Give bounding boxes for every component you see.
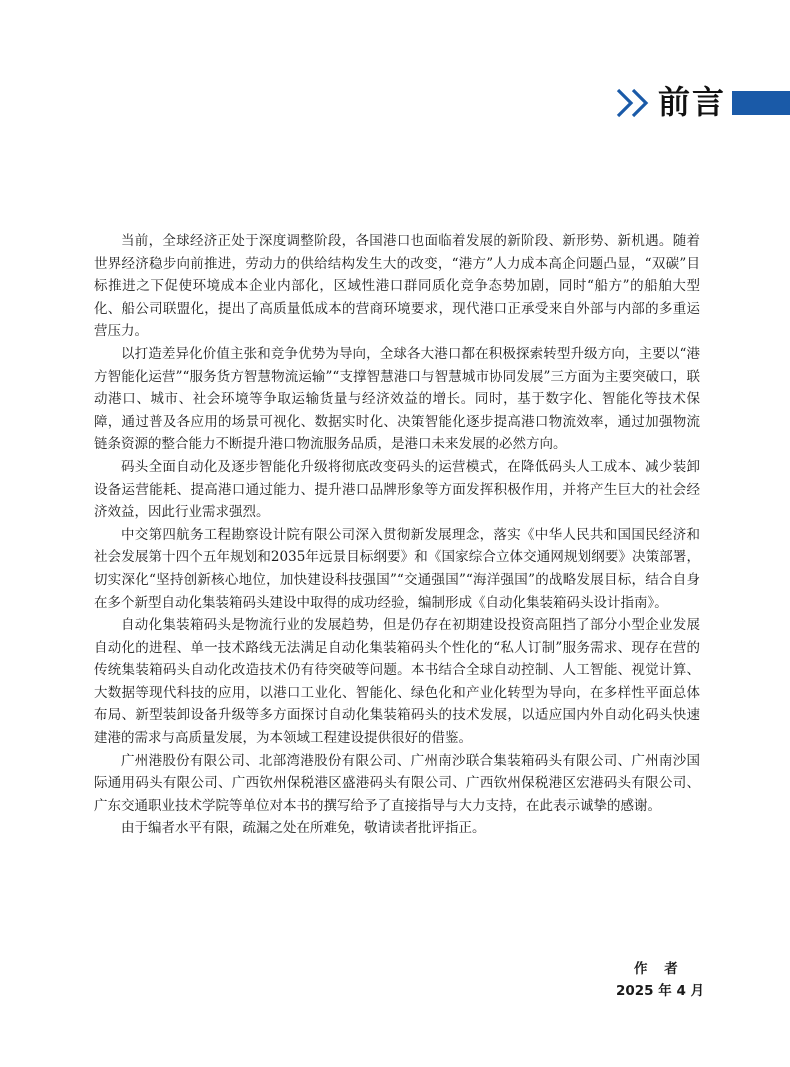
paragraph: 由于编者水平有限，疏漏之处在所难免，敬请读者批评指正。 xyxy=(121,820,486,837)
preface-body xyxy=(94,230,700,840)
paragraph: 自动化集装箱码头是物流行业的发展趋势，但是仍存在初期建设投资高阻挡了部分小型企业发展自动化的进程、单一技术路线无法满足自动化集装箱码头个性化的“私人订制”服务需求、现存在营的传统集装箱码头自动化改造技术仍有待突破等问题。本书结合全球自动控制、人工智能、视觉计算、大数据等现代科技的应用，以港口工业化、智能化、绿色化和产业化转型为导向，在多样性平面总体布局、新型装卸设备升级等多方面探讨自动化集装箱码头的技术发展，以适应国内外自动化码头快速建港的需求与高质量发展，为本领域工程建设提供很好的借鉴。 xyxy=(94,617,700,747)
paragraph: 以打造差异化价值主张和竞争优势为导向，全球各大港口都在积极探索转型升级方向，主要以“港方智能化运营”“服务货方智慧物流运输”“支撑智慧港口与智慧城市协同发展”三方面为主要突破口，联动港口、城市、社会环境等争取运输货量与经济效益的增长。同时，基于数字化、智能化等技术保障，通过普及各应用的场景可视化、数据实时化、决策智能化逐步提高港口物流效率，通过加强物流链条资源的整合能力不断提升港口物流服务品质，是港口未来发展的必然方向。 xyxy=(94,345,700,453)
header-accent-bar xyxy=(732,91,790,115)
paragraph: 当前，全球经济正处于深度调整阶段，各国港口也面临着发展的新阶段、新形势、新机遇。随着世界经济稳步向前推进，劳动力的供给结构发生大的改变，“港方”人力成本高企问题凸显，“双碳”目标推进之下促使环境成本企业内部化，区域性港口群同质化竞争态势加剧，同时“船方”的船舶大型化、船公司联盟化，提出了高质量低成本的营商环境要求，现代港口正承受来自外部与内部的多重运营压力。 xyxy=(94,233,700,340)
paragraph: 广州港股份有限公司、北部湾港股份有限公司、广州南沙联合集装箱码头有限公司、广州南沙国际通用码头有限公司、广西钦州保税港区盛港码头有限公司、广西钦州保税港区宏港码头有限公司、广东交通职业技术学院等单位对本书的撰写给予了直接指导与大力支持，在此表示诚挚的感谢。 xyxy=(94,752,700,814)
signature-block xyxy=(594,958,704,1002)
signature-date: 2025 年 4 月 xyxy=(616,983,705,999)
paragraph: 码头全面自动化及逐步智能化升级将彻底改变码头的运营模式，在降低码头人工成本、减少装卸设备运营能耗、提高港口通过能力、提升港口品牌形象等方面发挥积极作用，并将产生巨大的社会经济效益，因此行业需求强烈。 xyxy=(94,458,700,521)
paragraph: 中交第四航务工程勘察设计院有限公司深入贯彻新发展理念，落实《中华人民共和国国民经济和社会发展第十四个五年规划和2035年远景目标纲要》和《国家综合立体交通网规划纲要》决策部署，切实深化“坚持创新核心地位，加快建设科技强国”“交通强国”“海洋强国”的战略发展目标，结合自身在多个新型自动化集装箱码头建设中取得的成功经验，编制形成《自动化集装箱码头设计指南》。 xyxy=(94,526,700,611)
page-header xyxy=(614,84,790,124)
signature-author: 作 者 xyxy=(634,961,684,977)
double-chevron-right-icon xyxy=(614,86,654,120)
page-title: 前言 xyxy=(658,83,727,121)
